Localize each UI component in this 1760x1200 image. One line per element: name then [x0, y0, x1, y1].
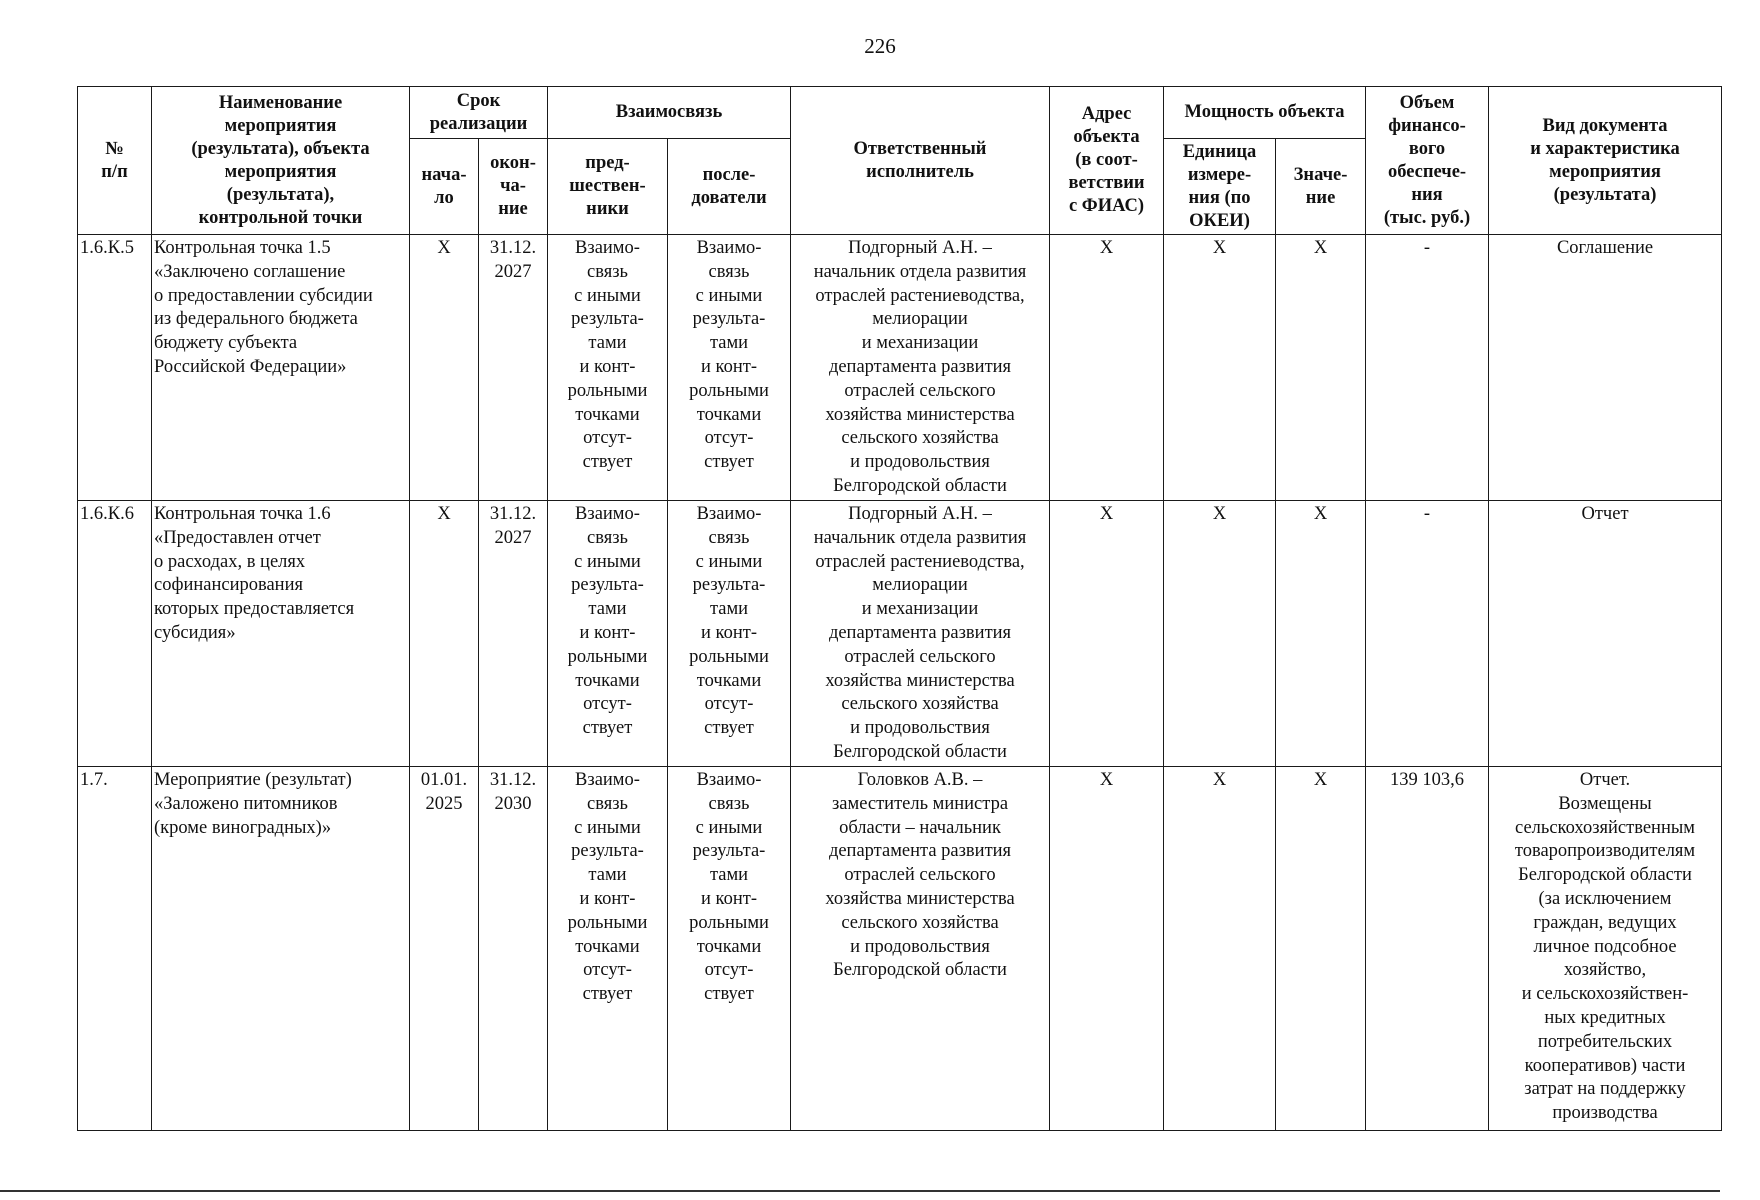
cell-prev: Взаимо- связь с иными результа- тами и конт- рольными точками отсут- ствует: [548, 501, 668, 767]
cell-prev: Взаимо- связь с иными результа- тами и конт- рольными точками отсут- ствует: [548, 235, 668, 501]
header-responsible: Ответственный исполнитель: [791, 87, 1050, 235]
cell-address: X: [1050, 501, 1164, 767]
cell-next: Взаимо- связь с иными результа- тами и конт- рольными точками отсут- ствует: [668, 501, 791, 767]
cell-num: 1.6.К.5: [78, 235, 152, 501]
cell-responsible: Головков А.В. – заместитель министра области – начальник департамента развития отраслей сельского хозяйства министерства сельского хозяйства и продовольствия Белгородской области: [791, 767, 1050, 1131]
header-address: Адрес объекта (в соот- ветствии с ФИАС): [1050, 87, 1164, 235]
cell-unit: X: [1164, 235, 1276, 501]
cell-unit: X: [1164, 767, 1276, 1131]
header-capacity-value: Значе- ние: [1276, 139, 1366, 235]
table-row: [78, 501, 1722, 767]
header-capacity-unit: Единица измере- ния (по ОКЕИ): [1164, 139, 1276, 235]
cell-doc: Отчет. Возмещены сельскохозяйственным товаропроизводителям Белгородской области (за исключением граждан, ведущих личное подсобное хозяйство, и сельскохозяйствен- ных кредитных потребительских кооперативов) части затрат на поддержку производства: [1489, 767, 1722, 1131]
cell-finance: -: [1366, 235, 1489, 501]
cell-address: X: [1050, 767, 1164, 1131]
cell-value: X: [1276, 501, 1366, 767]
header-term-start: нача- ло: [410, 139, 479, 235]
cell-finance: -: [1366, 501, 1489, 767]
header-term-end: окон- ча- ние: [479, 139, 548, 235]
cell-next: Взаимо- связь с иными результа- тами и конт- рольными точками отсут- ствует: [668, 235, 791, 501]
header-doc-type: Вид документа и характеристика мероприятия (результата): [1489, 87, 1722, 235]
cell-prev: Взаимо- связь с иными результа- тами и конт- рольными точками отсут- ствует: [548, 767, 668, 1131]
table-row: [78, 235, 1722, 501]
cell-value: X: [1276, 767, 1366, 1131]
cell-num: 1.7.: [78, 767, 152, 1131]
cell-end: 31.12. 2027: [479, 501, 548, 767]
page-number: 226: [864, 34, 896, 58]
table-row: [78, 767, 1722, 1131]
header-num: № п/п: [78, 87, 152, 235]
cell-finance: 139 103,6: [1366, 767, 1489, 1131]
cell-address: X: [1050, 235, 1164, 501]
cell-unit: X: [1164, 501, 1276, 767]
cell-num: 1.6.К.6: [78, 501, 152, 767]
header-link-next: после- дователи: [668, 139, 791, 235]
cell-responsible: Подгорный А.Н. – начальник отдела развития отраслей растениеводства, мелиорации и механизации департамента развития отраслей сельского хозяйства министерства сельского хозяйства и продовольствия Белгородской области: [791, 235, 1050, 501]
header-link-prev: пред- шествен- ники: [548, 139, 668, 235]
cell-start: X: [410, 501, 479, 767]
cell-name: Мероприятие (результат) «Заложено питомников (кроме виноградных)»: [152, 767, 410, 1131]
header-row-top: [78, 87, 1722, 139]
header-name: Наименование мероприятия (результата), объекта мероприятия (результата), контрольной точки: [152, 87, 410, 235]
cell-doc: Отчет: [1489, 501, 1722, 767]
cell-doc: Соглашение: [1489, 235, 1722, 501]
cell-name: Контрольная точка 1.5 «Заключено соглашение о предоставлении субсидии из федерального бюджета бюджету субъекта Российской Федерации»: [152, 235, 410, 501]
header-capacity: Мощность объекта: [1164, 87, 1366, 139]
cell-responsible: Подгорный А.Н. – начальник отдела развития отраслей растениеводства, мелиорации и механизации департамента развития отраслей сельского хозяйства министерства сельского хозяйства и продовольствия Белгородской области: [791, 501, 1050, 767]
header-term: Срок реализации: [410, 87, 548, 139]
cell-end: 31.12. 2027: [479, 235, 548, 501]
cell-end: 31.12. 2030: [479, 767, 548, 1131]
header-link: Взаимосвязь: [548, 87, 791, 139]
cell-next: Взаимо- связь с иными результа- тами и конт- рольными точками отсут- ствует: [668, 767, 791, 1131]
footer-divider: [0, 1190, 1720, 1192]
header-finance: Объем финансо- вого обеспече- ния (тыс. руб.): [1366, 87, 1489, 235]
measures-table: [77, 86, 1722, 1131]
cell-start: X: [410, 235, 479, 501]
cell-start: 01.01. 2025: [410, 767, 479, 1131]
cell-name: Контрольная точка 1.6 «Предоставлен отчет о расходах, в целях софинансирования которых предоставляется субсидия»: [152, 501, 410, 767]
cell-value: X: [1276, 235, 1366, 501]
